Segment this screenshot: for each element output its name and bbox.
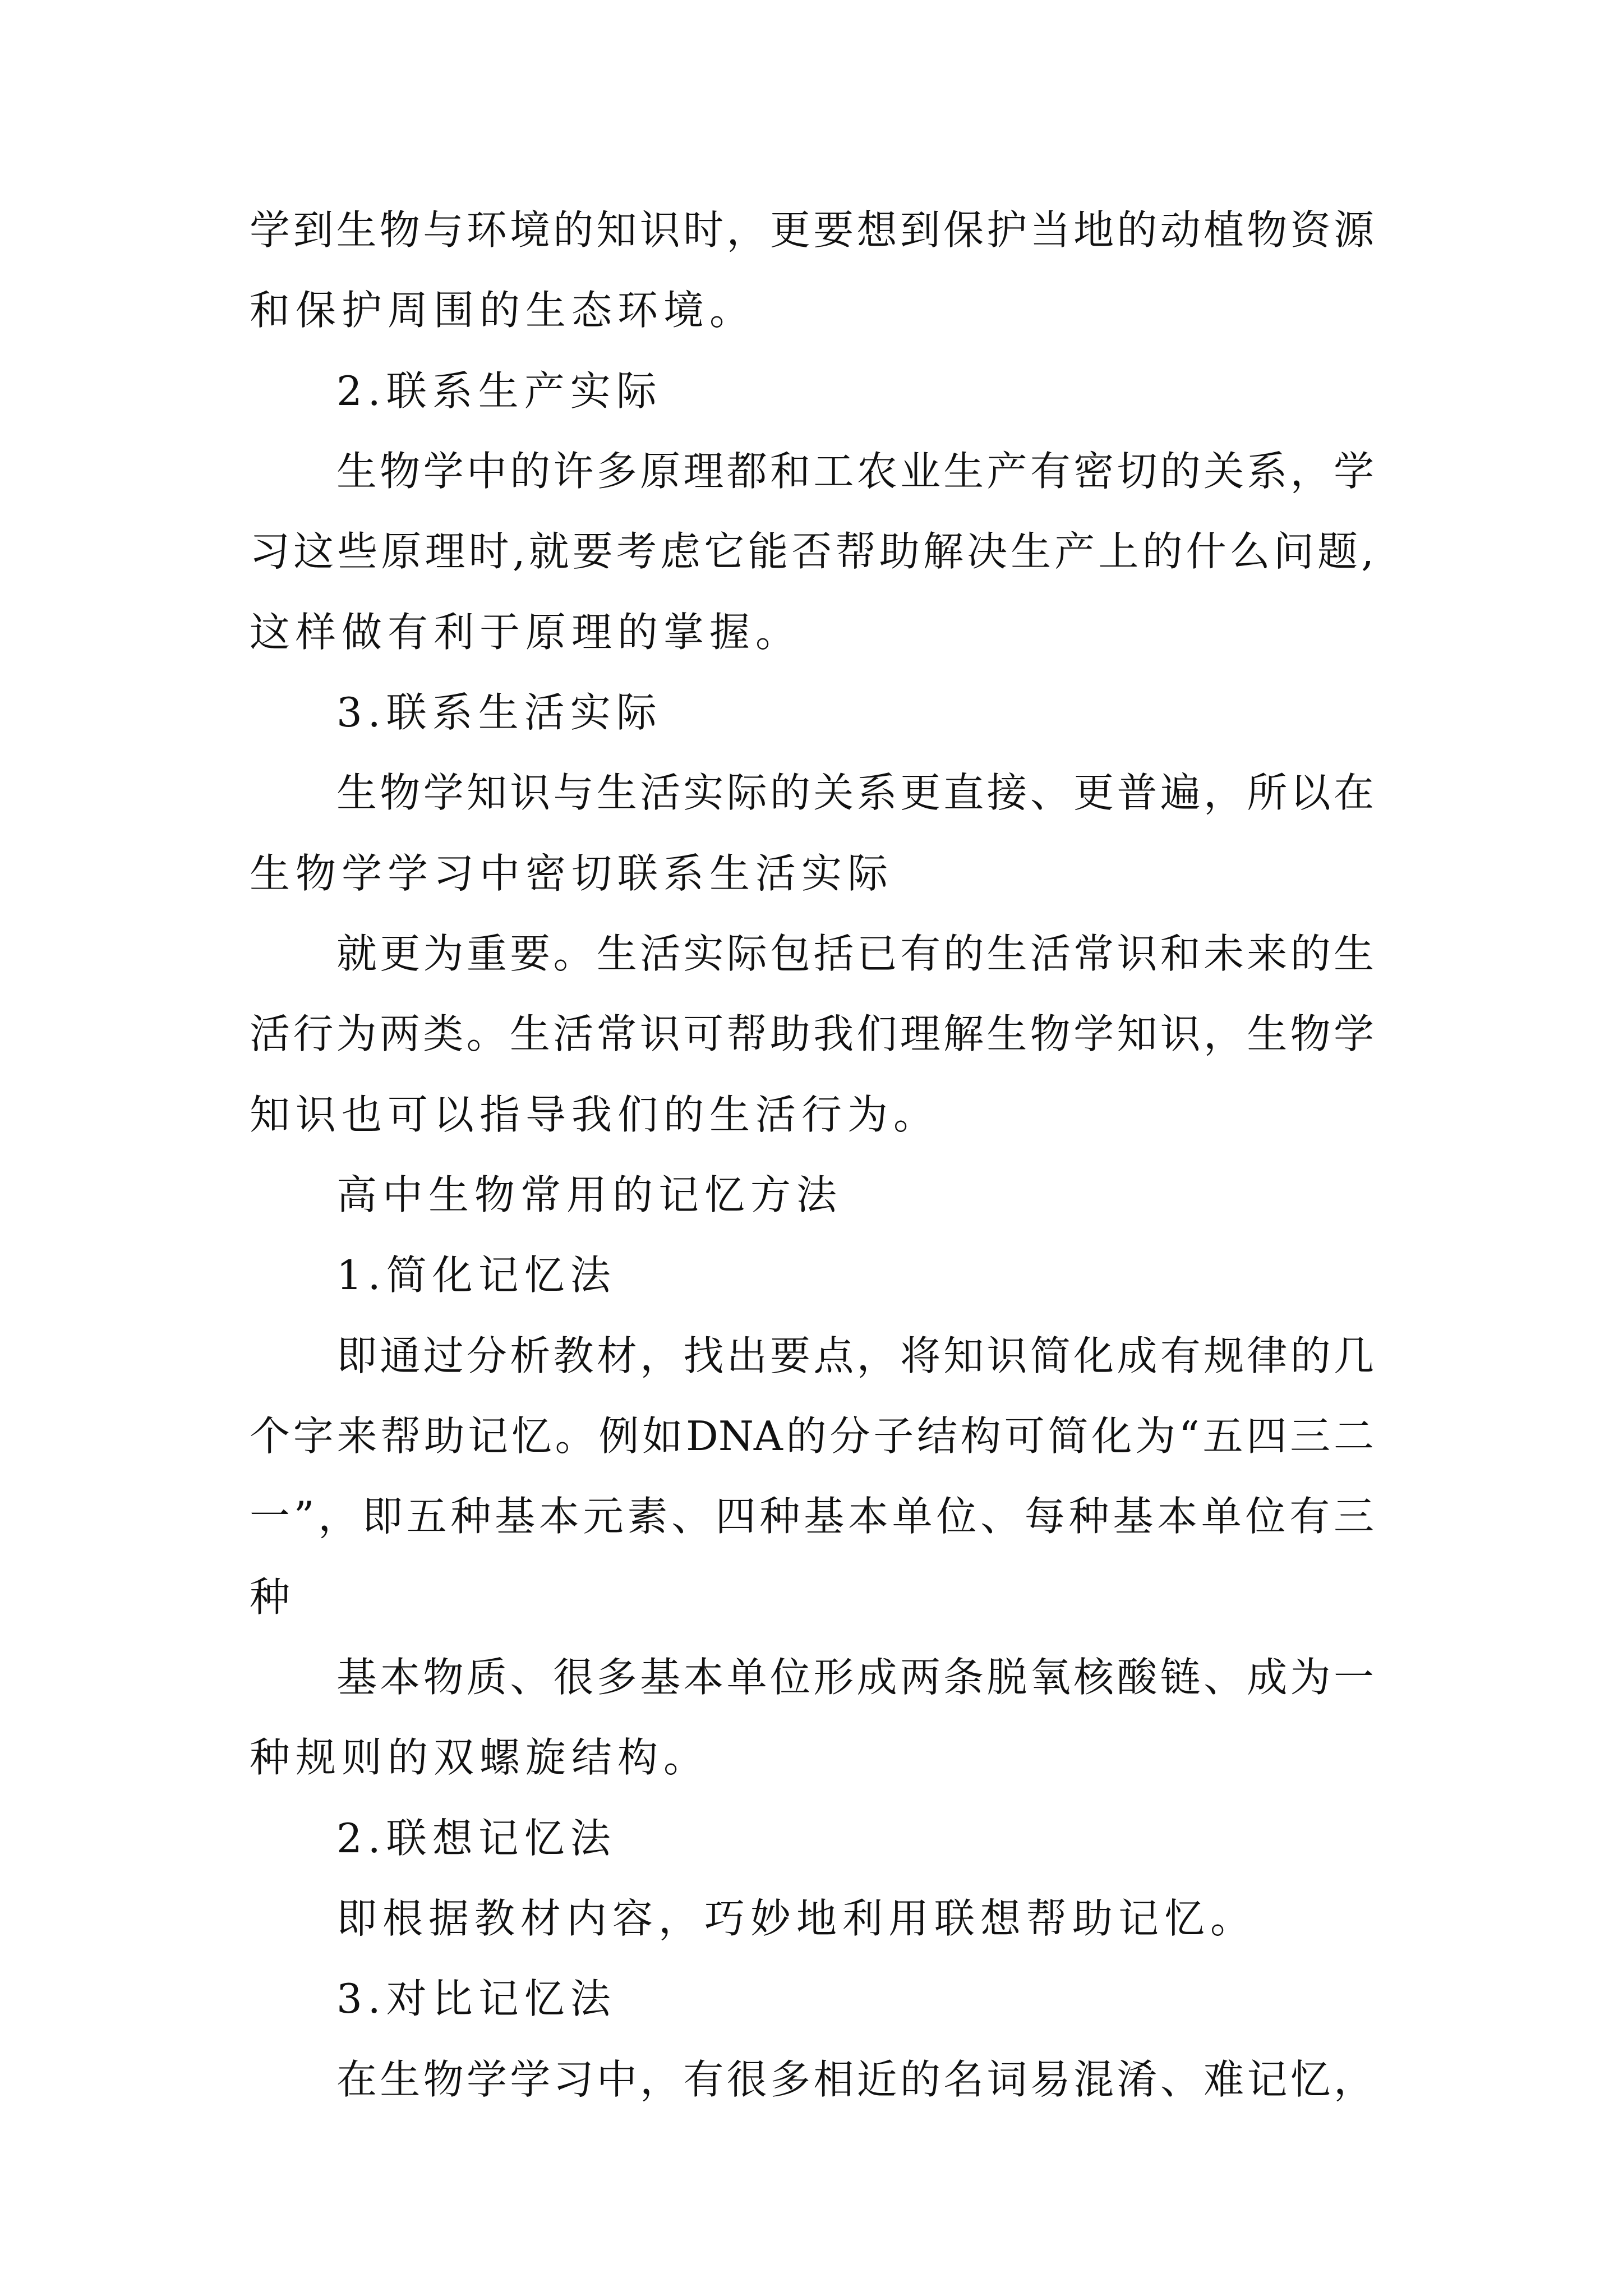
text-line: 就更为重要。生活实际包括已有的生活常识和未来的生 [336,930,1374,977]
text-line: 在生物学学习中，有很多相近的名词易混淆、难记忆， [336,2056,1374,2103]
text-line: 活行为两类。生活常识可帮助我们理解生物学知识，生物学 [250,1010,1374,1057]
text-line: 种规则的双螺旋结构。 [250,1734,710,1781]
text-line: 种 [250,1573,296,1621]
text-line: 学到生物与环境的知识时，更要想到保护当地的动植物资源 [250,206,1374,254]
text-line: 生物学学习中密切联系生活实际 [250,850,894,897]
text-line: 个字来帮助记忆。例如DNA的分子结构可简化为“五四三二 [250,1412,1374,1460]
section-heading: 2.联想记忆法 [336,1815,616,1862]
section-heading: 2.联系生产实际 [336,367,662,415]
text-line: 这样做有利于原理的掌握。 [250,609,802,656]
text-line: 一”，即五种基本元素、四种基本单位、每种基本单位有三 [250,1493,1374,1540]
text-line: 生物学知识与生活实际的关系更直接、更普遍，所以在 [336,769,1374,816]
text-line: 即根据教材内容，巧妙地利用联想帮助记忆。 [336,1895,1257,1942]
section-heading: 高中生物常用的记忆方法 [336,1171,843,1218]
text-line: 和保护周围的生态环境。 [250,287,756,334]
text-line: 知识也可以指导我们的生活行为。 [250,1091,940,1138]
section-heading: 3.联系生活实际 [336,689,662,736]
text-line: 生物学中的许多原理都和工农业生产有密切的关系，学 [336,448,1374,495]
section-heading: 1.简化记忆法 [336,1251,616,1299]
text-line: 即通过分析教材，找出要点，将知识简化成有规律的几 [336,1332,1374,1379]
text-line: 基本物质、很多基本单位形成两条脱氧核酸链、成为一 [336,1654,1374,1701]
text-line: 习这些原理时,就要考虑它能否帮助解决生产上的什么问题, [250,528,1374,575]
section-heading: 3.对比记忆法 [336,1975,616,2022]
